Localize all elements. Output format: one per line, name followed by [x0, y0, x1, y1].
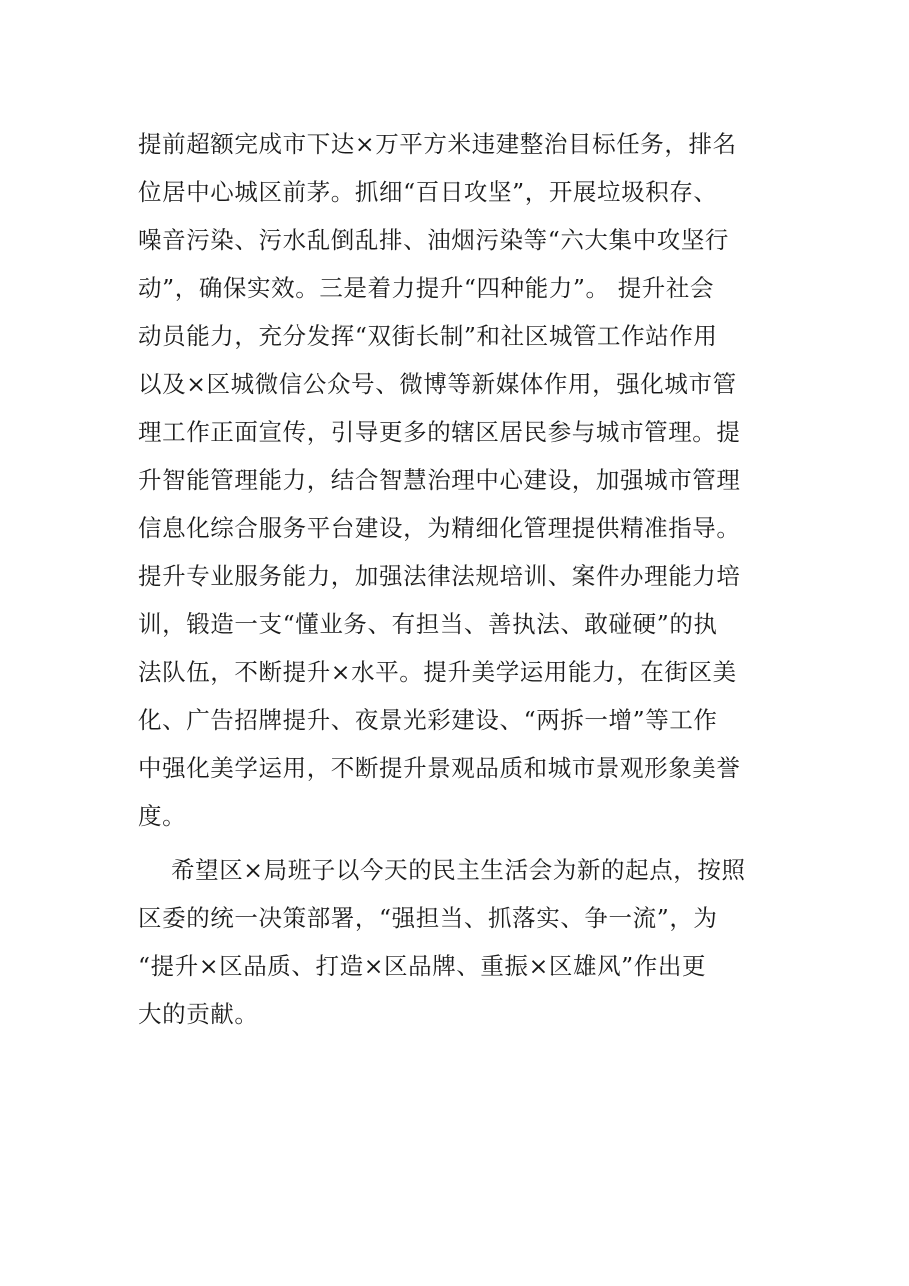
text-line: 动”，确保实效。三是着力提升“四种能力”。 提升社会	[138, 274, 715, 302]
text-line: 信息化综合服务平台建设，为精细化管理提供精准指导。	[138, 514, 741, 542]
text-line: 化、广告招牌提升、夜景光彩建设、“两拆一增”等工作	[138, 706, 718, 734]
text-line: 希望区×局班子以今天的民主生活会为新的起点，按照	[171, 856, 746, 884]
text-line: 噪音污染、污水乱倒乱排、油烟污染等“六大集中攻坚行	[138, 226, 730, 254]
text-line: 升智能管理能力，结合智慧治理中心建设，加强城市管理	[138, 466, 741, 494]
body-paragraph-2	[138, 846, 778, 1038]
text-line: 区委的统一决策部署，“强担当、抓落实、争一流”，为	[138, 904, 718, 932]
text-line: 理工作正面宣传，引导更多的辖区居民参与城市管理。提	[138, 418, 741, 446]
text-line: 动员能力，充分发挥“双街长制”和社区城管工作站作用	[138, 322, 718, 350]
text-line: 提前超额完成市下达×万平方米违建整治目标任务，排名	[138, 130, 737, 158]
text-line: 训，锻造一支“懂业务、有担当、善执法、敢碰硬”的执	[138, 610, 718, 638]
text-line: 法队伍，不断提升×水平。提升美学运用能力，在街区美	[138, 658, 737, 686]
text-line: 中强化美学运用，不断提升景观品质和城市景观形象美誉	[138, 754, 741, 782]
text-line: “提升×区品质、打造×区品牌、重振×区雄风”作出更	[138, 952, 707, 980]
text-line: 位居中心城区前茅。抓细“百日攻坚”，开展垃圾积存、	[138, 178, 718, 206]
text-line: 大的贡献。	[138, 1000, 259, 1028]
text-line: 以及×区城微信公众号、微博等新媒体作用，强化城市管	[138, 370, 737, 398]
text-line: 度。	[138, 802, 187, 830]
body-paragraph-1	[138, 120, 778, 840]
text-line: 提升专业服务能力，加强法律法规培训、案件办理能力培	[138, 562, 741, 590]
